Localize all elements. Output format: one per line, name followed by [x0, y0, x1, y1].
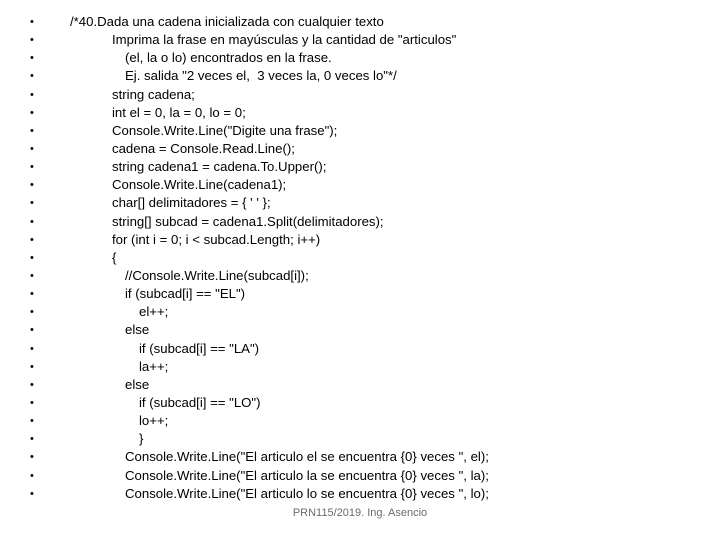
bullet-icon: •	[30, 106, 34, 119]
bullet-icon: •	[30, 306, 34, 319]
code-text: int el = 0, la = 0, lo = 0;	[112, 104, 246, 120]
code-text: string[] subcad = cadena1.Split(delimitadores);	[112, 213, 384, 229]
bullet-icon: •	[30, 124, 34, 137]
code-text: //Console.Write.Line(subcad[i]);	[125, 267, 309, 283]
code-text: Imprima la frase en mayúsculas y la cantidad de "articulos"	[112, 32, 457, 48]
code-text: else	[125, 322, 150, 338]
slide-footer: PRN115/2019. Ing. Asencio	[292, 507, 428, 519]
bullet-icon: •	[30, 179, 34, 192]
code-text: {	[112, 249, 117, 265]
bullet-icon: •	[30, 324, 34, 337]
bullet-icon: •	[30, 378, 34, 391]
code-text: Ej. salida "2 veces el, 3 veces la, 0 veces lo"*/	[125, 68, 397, 84]
code-text: Console.Write.Line(cadena1);	[112, 177, 287, 193]
bullet-icon: •	[30, 396, 34, 409]
code-text: cadena = Console.Read.Line();	[112, 140, 295, 156]
bullet-icon: •	[30, 16, 34, 28]
code-text: Console.Write.Line("El articulo la se encuentra {0} veces ", la);	[125, 467, 489, 483]
bullet-icon: •	[30, 451, 34, 464]
bullet-icon: •	[30, 269, 34, 282]
code-text: /*40.Dada una cadena inicializada con cualquier texto	[70, 14, 384, 29]
bullet-icon: •	[30, 342, 34, 355]
bullet-icon: •	[30, 161, 34, 174]
code-text: char[] delimitadores = { ' ' };	[112, 195, 271, 211]
code-text: Console.Write.Line("Digite una frase");	[112, 122, 338, 138]
bullet-icon: •	[30, 288, 34, 301]
bullet-icon: •	[30, 52, 34, 65]
code-text: if (subcad[i] == "LO")	[139, 394, 261, 410]
bullet-icon: •	[30, 34, 34, 47]
code-text: for (int i = 0; i < subcad.Length; i++)	[112, 231, 321, 247]
code-text: string cadena;	[112, 86, 195, 102]
code-text: (el, la o lo) encontrados en la frase.	[125, 50, 332, 66]
code-text: Console.Write.Line("El articulo el se encuentra {0} veces ", el);	[125, 449, 489, 465]
bullet-icon: •	[30, 215, 34, 228]
bullet-icon: •	[30, 142, 34, 155]
code-text: el++;	[139, 304, 169, 320]
bullet-icon: •	[30, 469, 34, 482]
bullet-icon: •	[30, 70, 34, 83]
code-text: }	[139, 431, 144, 447]
code-text: lo++;	[139, 413, 169, 429]
code-text: if (subcad[i] == "EL")	[125, 286, 246, 302]
bullet-icon: •	[30, 88, 34, 101]
code-text: la++;	[139, 358, 169, 374]
code-text: Console.Write.Line("El articulo lo se encuentra {0} veces ", lo);	[125, 485, 489, 501]
bullet-icon: •	[30, 233, 34, 246]
bullet-icon: •	[30, 360, 34, 373]
code-text: if (subcad[i] == "LA")	[139, 340, 260, 356]
bullet-icon: •	[30, 197, 34, 210]
bullet-icon: •	[30, 251, 34, 264]
bullet-icon: •	[30, 487, 34, 500]
code-text: else	[125, 376, 150, 392]
code-text: string cadena1 = cadena.To.Upper();	[112, 159, 327, 175]
bullet-icon: •	[30, 415, 34, 428]
bullet-icon: •	[30, 433, 34, 446]
